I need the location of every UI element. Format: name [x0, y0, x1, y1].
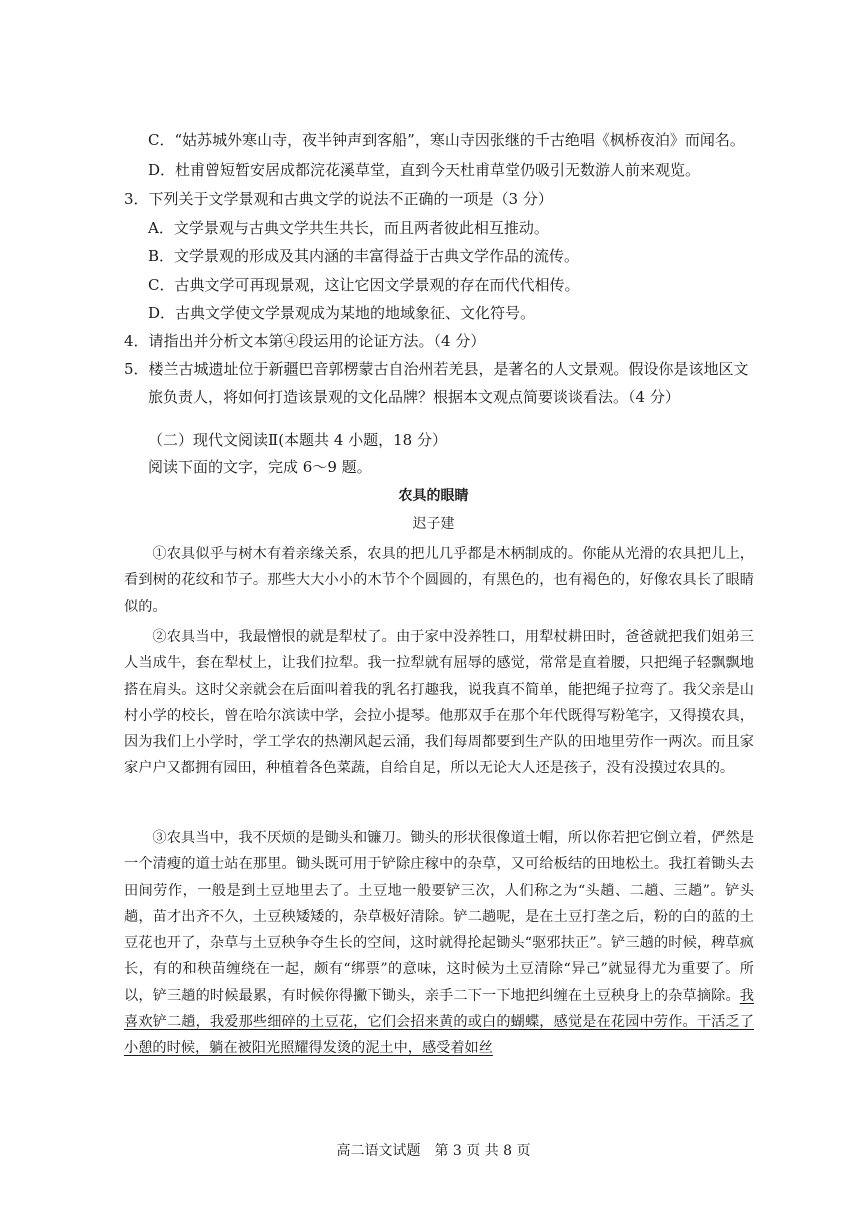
q4-stem: 4．请指出并分析文本第④段运用的论证方法。（4 分） [124, 332, 486, 350]
q3-option-a: A．文学景观与古典文学共生共长，而且两者彼此相互推动。 [148, 219, 549, 237]
q3-option-b: B．文学景观的形成及其内涵的丰富得益于古典文学作品的流传。 [148, 247, 580, 265]
paragraph-2: ②农具当中，我最憎恨的就是犁杖了。由于家中没养牲口，用犁杖耕田时，爸爸就把我们姐弟三人当成牛，套在犁杖上，让我们拉犁。我一拉犁就有屈辱的感觉，常常是直着腰，只把绳子轻飘飘地搭在肩头。这时父亲就会在后面叫着我的乳名打趣我，说我真不简单，能把绳子拉弯了。我父亲是山村小学的校长，曾在哈尔滨读中学，会拉小提琴。他那双手在那个年代既得写粉笔字，又得摸农具，因为我们上小学时，学工学农的热潮风起云涌，我们每周都要到生产队的田地里劳作一两次。而且家家户户又都拥有园田，种植着各色菜蔬，自给自足，所以无论大人还是孩子，没有没摸过农具的。 [124, 629, 754, 777]
article-author: 迟子建 [412, 516, 455, 532]
q2-option-c: C．“姑苏城外寒山寺，夜半钟声到客船”，寒山寺因张继的千古绝唱《枫桥夜泊》而闻名。 [148, 131, 745, 149]
section-instruction: 阅读下面的文字，完成 6～9 题。 [148, 458, 372, 476]
q3-option-d: D．古典文学使文学景观成为某地的地域象征、文化符号。 [148, 304, 536, 322]
q2-option-d: D．杜甫曾短暂安居成都浣花溪草堂，直到今天杜甫草堂仍吸引无数游人前来观览。 [148, 161, 701, 179]
section-heading: （二）现代文阅读Ⅱ(本题共 4 小题，18 分） [148, 431, 447, 449]
article-title: 农具的眼睛 [398, 488, 469, 504]
q5-stem-line1: 5．楼兰古城遗址位于新疆巴音郭楞蒙古自治州若羌县，是著名的人文景观。假设你是该地区文 [124, 360, 749, 378]
q3-option-c: C．古典文学可再现景观，这让它因文学景观的存在而代代相传。 [148, 276, 580, 294]
paragraph-3-underlined-text: 我喜欢铲二趟，我爱那些细碎的土豆花，它们会招来黄的或白的蝴蝶，感觉是在花园中劳作。干活乏了小憩的时候，躺在被阳光照耀得发烫的泥土中，感受着如丝 [124, 987, 754, 1057]
paragraph-1: ①农具似乎与树木有着亲缘关系，农具的把儿几乎都是木柄制成的。你能从光滑的农具把儿上，看到树的花纹和节子。那些大大小小的木节个个圆圆的，有黑色的，也有褐色的，好像农具长了眼睛似的。 [124, 546, 754, 615]
paragraph-3-text: ③农具当中，我不厌烦的是锄头和镰刀。锄头的形状很像道士帽，所以你若把它倒立着，俨然是一个清瘦的道士站在那里。锄头既可用于铲除庄稼中的杂草，又可给板结的田地松土。我扛着锄头去田间劳作，一般是到土豆地里去了。土豆地一般要铲三次，人们称之为“头趟、二趟、三趟”。铲头趟，苗才出齐不久，土豆秧矮矮的，杂草极好清除。铲二趟呢，是在土豆打垄之后，粉的白的蓝的土豆花也开了，杂草与土豆秧争夺生长的空间，这时就得抡起锄头“驱邪扶正”。铲三趟的时候，稗草疯长，有的和秧苗缠绕在一起，颇有“绑票”的意味，这时候为土豆清除“异己”就显得尤为重要了。所以，铲三趟的时候最累，有时候你得撇下锄头，亲手二下一下地把纠缠在土豆秧身上的杂草摘除。 [124, 830, 754, 1004]
q5-stem-line2: 旅负责人，将如何打造该景观的文化品牌？根据本文观点简要谈谈看法。（4 分） [148, 388, 680, 406]
page-footer: 高二语文试题 第 3 页 共 8 页 [336, 1143, 531, 1159]
paragraph-3 [124, 825, 754, 1062]
q3-stem: 3．下列关于文学景观和古典文学的说法不正确的一项是（3 分） [124, 190, 553, 208]
